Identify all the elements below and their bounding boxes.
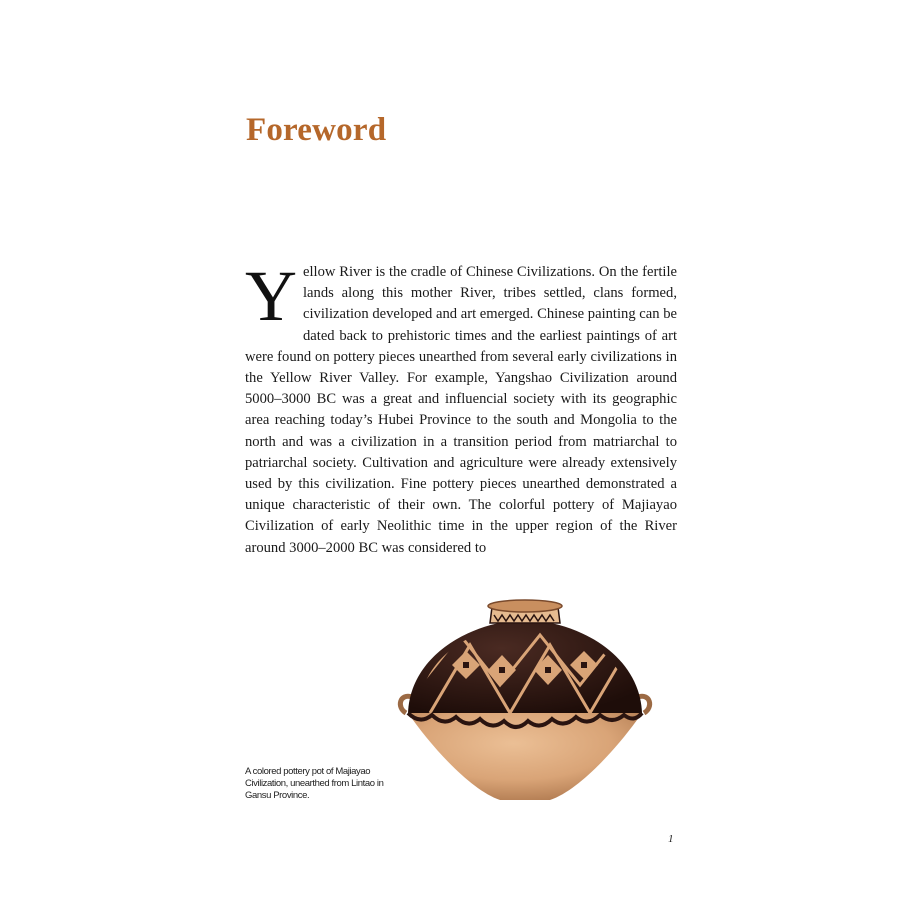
figure-caption: A colored pottery pot of Majiayao Civilization, unearthed from Lintao in Gansu Province. [245, 766, 384, 801]
body-text: ellow River is the cradle of Chinese Civilizations. On the fertile lands along this mother River, tribes settled, clans formed, civilization developed and art emerged. Chinese painting can be dated back to prehistoric times and the earliest paintings of art were found on pottery pieces unearthed from several early civilizations in the Yellow River Valley. For example, Yangshao Civilization around 5000–3000 BC was a great and influencial society with its geographic area reaching today’s Hubei Province to the south and Mongolia to the north and was a civilization in a transition period from matriarchal to patriarchal society. Cultivation and agriculture were already extensively used by this civilization. Fine pottery pieces unearthed demonstrated a unique characteristic of their own. The colorful pottery of Majiayao Civilization of early Neolithic time in the upper region of the River around 3000–2000 BC was considered to [245, 264, 677, 556]
pottery-pot-photo [390, 595, 660, 810]
drop-cap: Y [245, 256, 297, 336]
page-title: Foreword [246, 112, 387, 148]
body-paragraph [245, 256, 677, 559]
page-number: 1 [668, 833, 674, 845]
